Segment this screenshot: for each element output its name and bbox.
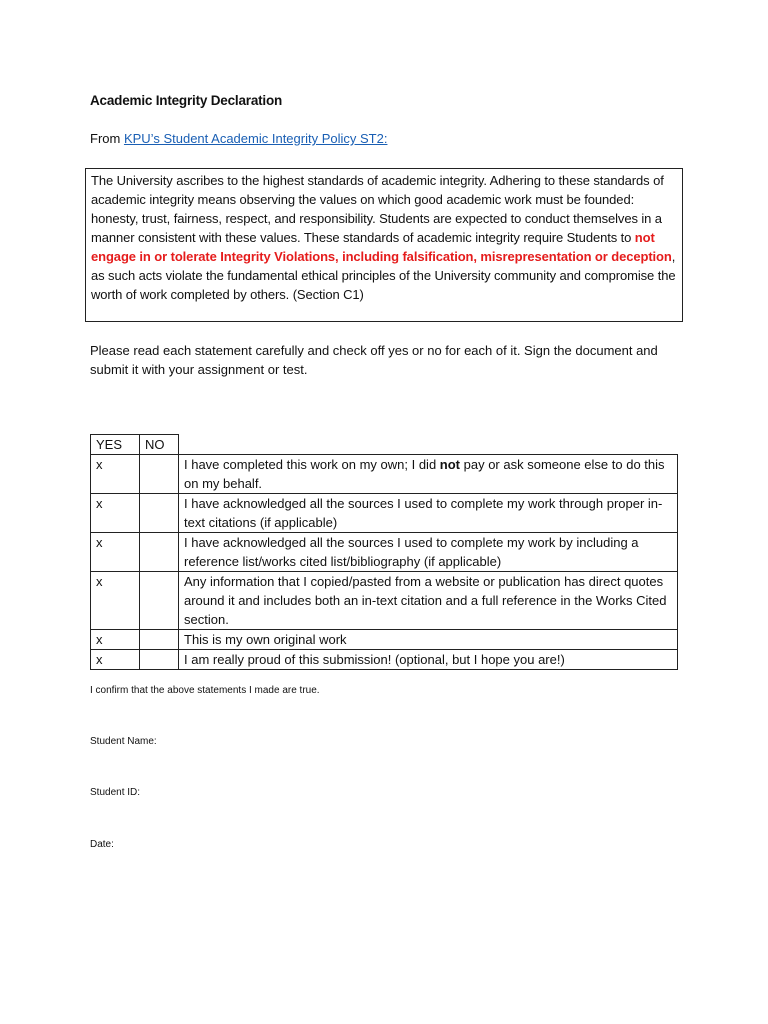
instructions: Please read each statement carefully and check off yes or no for each of it. Sign the document and submit it with your assignment or test. bbox=[90, 343, 658, 377]
yes-checkbox-cell[interactable]: x bbox=[91, 455, 140, 494]
policy-quote-text: The University ascribes to the highest standards of academic integrity. Adhering to these standards of academic integrity means observing the values on which good academic work must be founded: honesty, trust, fairness, respect, and responsibility. Students are expected to conduct themselves in a manner consistent with these values. These standards of academic integrity require Students to bbox=[91, 173, 664, 245]
statement-text-end: pay or ask someone else to do this on my behalf. bbox=[184, 457, 665, 491]
table-row bbox=[91, 650, 678, 670]
statement-emphasis: not bbox=[439, 457, 461, 472]
header-no: NO bbox=[140, 435, 179, 455]
no-checkbox-cell[interactable] bbox=[140, 455, 179, 494]
yes-checkbox-cell[interactable]: x bbox=[91, 572, 140, 630]
yes-checkbox-cell[interactable]: x bbox=[91, 494, 140, 533]
no-checkbox-cell[interactable] bbox=[140, 650, 179, 670]
statement-cell: I have acknowledged all the sources I used to complete my work through proper in-text citations (if applicable) bbox=[179, 494, 678, 533]
declaration-table bbox=[90, 434, 678, 670]
no-checkbox-cell[interactable] bbox=[140, 533, 179, 572]
header-yes: YES bbox=[91, 435, 140, 455]
statement-cell bbox=[179, 455, 678, 494]
table-row bbox=[91, 630, 678, 650]
yes-checkbox-cell[interactable]: x bbox=[91, 650, 140, 670]
table-row bbox=[91, 494, 678, 533]
yes-checkbox-cell[interactable]: x bbox=[91, 533, 140, 572]
policy-link[interactable]: KPU’s Student Academic Integrity Policy ST2: bbox=[123, 131, 388, 146]
statement-cell: This is my own original work bbox=[179, 630, 678, 650]
no-checkbox-cell[interactable] bbox=[140, 572, 179, 630]
student-id-field[interactable]: Student ID: bbox=[90, 787, 141, 798]
statement-cell: I have acknowledged all the sources I used to complete my work by including a reference list/works cited list/bibliography (if applicable) bbox=[179, 533, 678, 572]
header-blank bbox=[179, 435, 678, 455]
statement-cell: I am really proud of this submission! (optional, but I hope you are!) bbox=[179, 650, 678, 670]
source-line bbox=[90, 131, 387, 146]
yes-checkbox-cell[interactable]: x bbox=[91, 630, 140, 650]
confirmation-statement: I confirm that the above statements I made are true. bbox=[90, 685, 320, 696]
table-row bbox=[91, 455, 678, 494]
source-prefix: From bbox=[90, 131, 124, 146]
statement-cell: Any information that I copied/pasted from a website or publication has direct quotes around it and includes both an in-text citation and a full reference in the Works Cited section. bbox=[179, 572, 678, 630]
table-row bbox=[91, 533, 678, 572]
student-name-field[interactable]: Student Name: bbox=[90, 736, 157, 747]
table-row bbox=[91, 572, 678, 630]
statement-text: I have completed this work on my own; I did bbox=[184, 457, 440, 472]
document-title: Academic Integrity Declaration bbox=[90, 93, 283, 108]
policy-quote-highlight: not engage in or tolerate Integrity Violations, including falsification, misrepresentation or deception bbox=[91, 230, 672, 264]
table-header-row bbox=[91, 435, 678, 455]
policy-quote-text-end: , as such acts violate the fundamental ethical principles of the University community and compromise the worth of work completed by others. (Section C1) bbox=[91, 249, 676, 302]
no-checkbox-cell[interactable] bbox=[140, 494, 179, 533]
date-field[interactable]: Date: bbox=[90, 839, 114, 850]
no-checkbox-cell[interactable] bbox=[140, 630, 179, 650]
policy-quote-box bbox=[85, 168, 683, 322]
